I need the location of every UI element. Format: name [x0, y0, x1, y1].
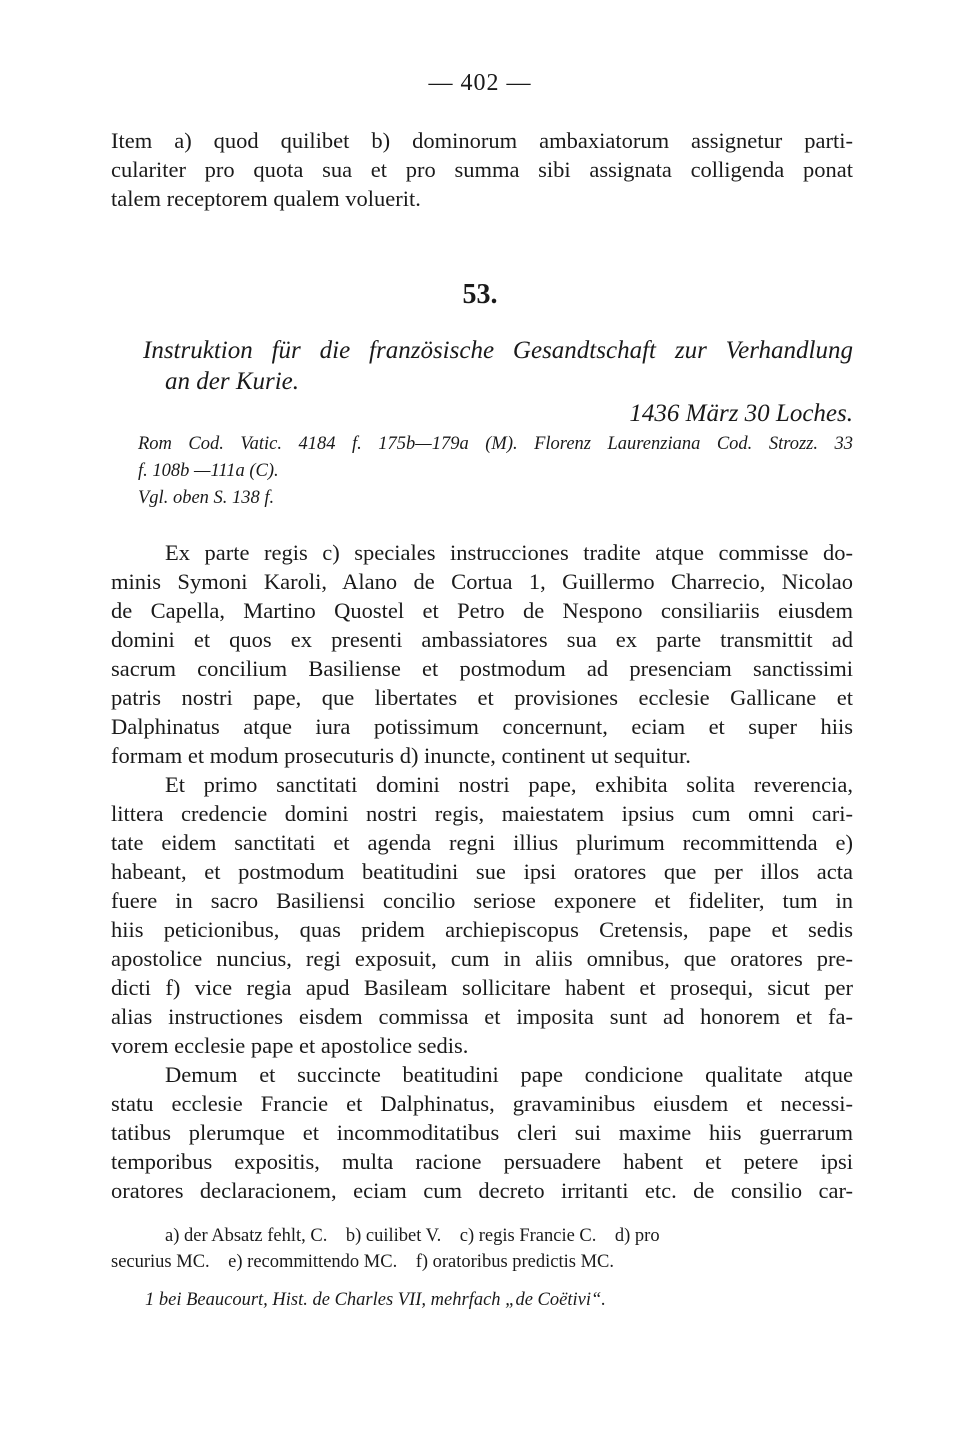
footnote: 1 bei Beaucourt, Hist. de Charles VII, mehrfach „de Coëtivi“. — [145, 1290, 606, 1310]
paragraph-line: dicti f) vice regia apud Basileam sollicitare habent et prosequi, sicut per — [111, 975, 853, 1000]
paragraph-line: temporibus expositis, multa racione persuadere habent et petere ipsi — [111, 1149, 853, 1174]
paragraph-line: fuere in sacro Basiliensi concilio seriose exponere et fideliter, tum in — [111, 888, 853, 913]
paragraph-line: minis Symoni Karoli, Alano de Cortua 1, Guillermo Charrecio, Nicolao — [111, 569, 853, 594]
paragraph-line: apostolice nuncius, regi exposuit, cum in aliis omnibus, que oratores pre- — [111, 946, 853, 971]
intro-line: talem receptorem qualem voluerit. — [111, 186, 421, 211]
critical-note: securius MC. e) recommittendo MC. f) oratoribus predictis MC. — [111, 1252, 615, 1272]
source-line: f. 108b —111a (C). — [138, 461, 279, 481]
intro-line: Item a) quod quilibet b) dominorum ambaxiatorum assignetur parti- — [111, 128, 853, 153]
paragraph-line: alias instructiones eisdem commissa et imposita sunt ad honorem et fa- — [111, 1004, 853, 1029]
paragraph-line: formam et modum prosecuturis d) inuncte, continent ut sequitur. — [111, 743, 691, 768]
paragraph-line: patris nostri pape, que libertates et provisiones ecclesie Gallicane et — [111, 685, 853, 710]
paragraph-line: oratores declaracionem, eciam cum decreto irritanti etc. de consilio car- — [111, 1178, 853, 1203]
paragraph-line: Et primo sanctitati domini nostri pape, exhibita solita reverencia, — [165, 772, 853, 797]
paragraph-line: littera credencie domini nostri regis, maiestatem ipsius cum omni cari- — [111, 801, 853, 826]
paragraph-line: de Capella, Martino Quostel et Petro de Nespono consiliariis eiusdem — [111, 598, 853, 623]
section-heading: an der Kurie. — [165, 368, 300, 395]
paragraph-line: sacrum concilium Basiliense et postmodum ad presenciam sanctissimi — [111, 656, 853, 681]
page-number: — 402 — — [428, 70, 532, 96]
paragraph-line: tatibus plerumque et incommoditatibus cleri sui maxime hiis guerrarum — [111, 1120, 853, 1145]
critical-note: a) der Absatz fehlt, C. b) cuilibet V. c) regis Francie C. d) pro — [165, 1226, 660, 1246]
paragraph-line: vorem ecclesie pape et apostolice sedis. — [111, 1033, 469, 1058]
paragraph-line: tate eidem sanctitati et agenda regni illius plurimum recommittenda e) — [111, 830, 853, 855]
section-heading: Instruktion für die französische Gesandtschaft zur Verhandlung — [143, 337, 853, 364]
paragraph-line: statu ecclesie Francie et Dalphinatus, gravaminibus eiusdem et necessi- — [111, 1091, 853, 1116]
paragraph-line: Dalphinatus atque iura potissimum concernunt, eciam et super hiis — [111, 714, 853, 739]
source-line: Rom Cod. Vatic. 4184 f. 175b—179a (M). Florenz Laurenziana Cod. Strozz. 33 — [138, 434, 853, 454]
source-line: Vgl. oben S. 138 f. — [138, 488, 275, 508]
paragraph-line: habeant, et postmodum beatitudini sue ipsi oratores que per illos acta — [111, 859, 853, 884]
paragraph-line: Ex parte regis c) speciales instrucciones tradite atque commisse do- — [165, 540, 853, 565]
paragraph-line: hiis peticionibus, quas pridem archiepiscopus Cretensis, pape et sedis — [111, 917, 853, 942]
section-number: 53. — [462, 279, 498, 310]
intro-line: culariter pro quota sua et pro summa sibi assignata colligenda ponat — [111, 157, 853, 182]
date-place: 1436 März 30 Loches. — [629, 400, 853, 427]
paragraph-line: Demum et succincte beatitudini pape condicione qualitate atque — [165, 1062, 853, 1087]
paragraph-line: domini et quos ex presenti ambassiatores sua ex parte transmittit ad — [111, 627, 853, 652]
